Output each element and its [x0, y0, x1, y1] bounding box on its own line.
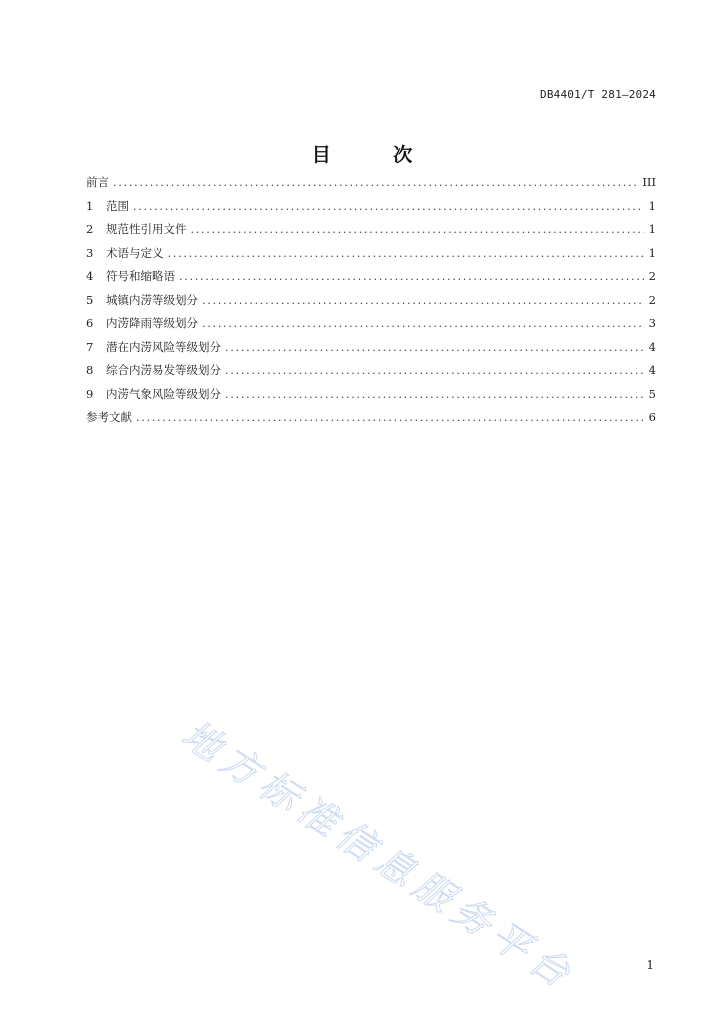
- toc-entry-number: 4: [86, 269, 94, 283]
- toc-entry-7[interactable]: [86, 339, 656, 363]
- toc-entry-page: 2: [648, 292, 656, 307]
- toc-entry-4[interactable]: [86, 268, 656, 292]
- toc-entry-page: 3: [648, 316, 656, 330]
- toc-leader-dots: [136, 410, 644, 424]
- toc-entry-label: 潜在内涝风险等级划分: [106, 339, 221, 354]
- toc-leader-dots: [113, 175, 638, 189]
- toc-entry-1[interactable]: [86, 198, 656, 222]
- toc-leader-dots: [225, 387, 644, 401]
- toc-entry-label: 术语与定义: [106, 245, 164, 260]
- toc-entry-label: 内涝降雨等级划分: [106, 316, 198, 330]
- toc-entry-6[interactable]: [86, 315, 656, 339]
- toc-entry-label: 城镇内涝等级划分: [106, 292, 198, 307]
- document-code: DB4401/T 281—2024: [540, 88, 656, 101]
- toc-entry-2[interactable]: [86, 221, 656, 245]
- toc-entry-page: 2: [648, 269, 656, 283]
- toc-entry-8[interactable]: [86, 362, 656, 386]
- toc-entry-number: 2: [86, 222, 94, 236]
- toc-leader-dots: [191, 222, 645, 236]
- toc-entry-label: 内涝气象风险等级划分: [106, 386, 221, 401]
- toc-entry-label: 前言: [86, 175, 109, 189]
- toc-entry-foreword[interactable]: [86, 174, 656, 198]
- toc-entry-number: 6: [86, 316, 94, 330]
- toc-entry-page: 1: [648, 222, 656, 236]
- toc-entry-page: 4: [648, 339, 656, 354]
- table-of-contents: [86, 174, 656, 433]
- toc-entry-label: 参考文献: [86, 410, 132, 424]
- toc-leader-dots: [202, 293, 644, 307]
- toc-leader-dots: [225, 340, 644, 354]
- toc-entry-3[interactable]: [86, 245, 656, 269]
- toc-leader-dots: [168, 246, 645, 260]
- toc-entry-label: 规范性引用文件: [106, 222, 187, 236]
- toc-entry-page: 1: [648, 198, 656, 213]
- footer-page-number: 1: [646, 958, 654, 972]
- page-title: 目 次: [311, 144, 441, 166]
- toc-entry-page: 6: [648, 410, 656, 424]
- toc-entry-label: 范围: [106, 198, 129, 213]
- toc-entry-number: 7: [86, 339, 94, 354]
- toc-entry-label: 符号和缩略语: [106, 269, 175, 283]
- toc-entry-page: 5: [648, 386, 656, 401]
- toc-leader-dots: [133, 199, 644, 213]
- toc-entry-number: 3: [86, 245, 94, 260]
- watermark: 地方标准信息服务平台: [174, 711, 584, 1000]
- toc-entry-number: 9: [86, 386, 94, 401]
- toc-entry-page: 1: [648, 245, 656, 260]
- toc-leader-dots: [202, 316, 644, 330]
- toc-entry-5[interactable]: [86, 292, 656, 316]
- toc-entry-number: 1: [86, 198, 94, 213]
- toc-leader-dots: [179, 269, 644, 283]
- toc-entry-page: 4: [648, 363, 656, 377]
- toc-leader-dots: [225, 363, 644, 377]
- toc-entry-references[interactable]: [86, 409, 656, 433]
- toc-entry-number: 8: [86, 363, 94, 377]
- toc-entry-9[interactable]: [86, 386, 656, 410]
- toc-entry-label: 综合内涝易发等级划分: [106, 363, 221, 377]
- toc-entry-number: 5: [86, 292, 94, 307]
- toc-entry-page: III: [642, 175, 656, 189]
